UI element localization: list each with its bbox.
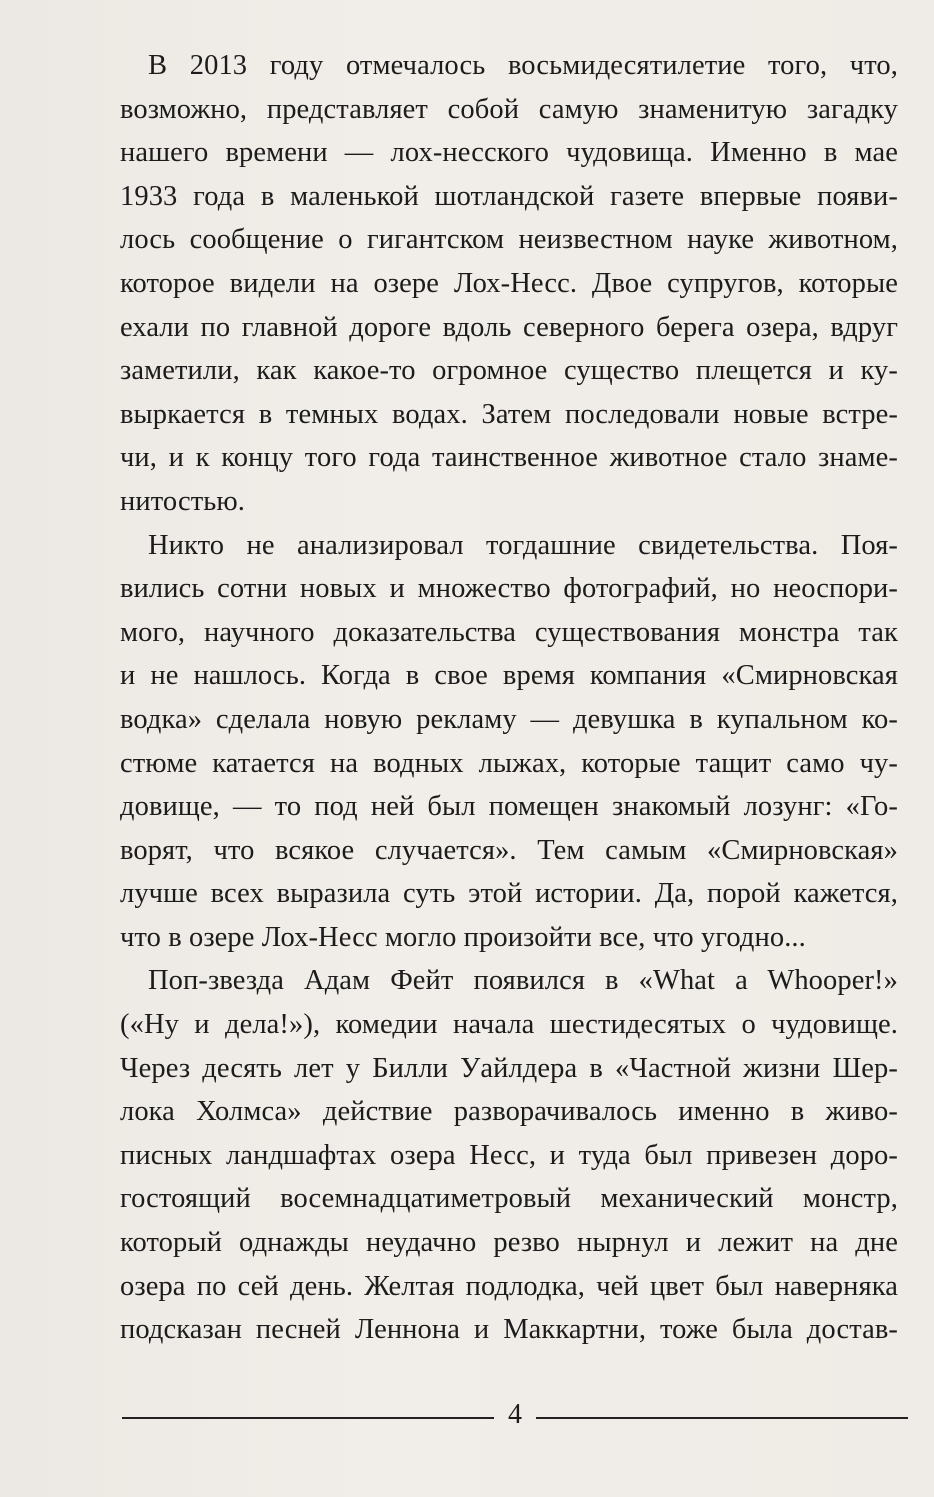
text-line: возможно, представляет собой самую знаменитую загадку [120, 93, 898, 125]
text-line: который однажды неудачно резво нырнул и лежит на дне [120, 1227, 898, 1259]
text-line: стюме катается на водных лыжах, которые тащит само чу- [120, 747, 898, 779]
text-line: подсказан песней Леннона и Маккартни, тоже была достав- [120, 1314, 898, 1346]
text-line: лучше всех выразила суть этой истории. Да, порой кажется, [120, 878, 898, 910]
text-line: нашего времени — лох-несского чудовища. Именно в мае [120, 137, 898, 169]
text-line: лока Холмса» действие разворачивалось именно в живо- [120, 1096, 898, 1128]
text-line: водка» сделала новую рекламу — девушка в купальном ко- [120, 703, 898, 735]
text-line: вились сотни новых и множество фотографий, но неоспори- [120, 573, 898, 605]
text-line: Через десять лет у Билли Уайлдера в «Частной жизни Шер- [120, 1052, 898, 1084]
page-number: 4 [508, 1399, 522, 1430]
footer-rule-left [122, 1417, 494, 1419]
text-line: писных ландшафтах озера Несс, и туда был привезен доро- [120, 1139, 898, 1171]
text-line: выркается в темных водах. Затем последовали новые встре- [120, 398, 898, 430]
text-line: озера по сей день. Желтая подлодка, чей цвет был наверняка [120, 1270, 898, 1302]
footer-rule-right [536, 1417, 908, 1419]
text-line: нитостью. [120, 485, 245, 517]
text-line: В 2013 году отмечалось восьмидесятилетие того, что, [148, 50, 898, 81]
text-line: («Ну и дела!»), комедии начала шестидесятых о чудовище. [120, 1009, 898, 1041]
text-line: что в озере Лох-Несс могло произойти все, что угодно... [120, 921, 806, 953]
text-line: заметили, как какое-то огромное существо плещется и ку- [120, 355, 898, 387]
text-line: Никто не анализировал тогдашние свидетельства. Поя- [148, 529, 898, 561]
text-line: 1933 года в маленькой шотландской газете впервые появи- [120, 180, 898, 212]
text-line: довище, — то под ней был помещен знакомый лозунг: «Го- [120, 791, 898, 823]
text-line: мого, научного доказательства существования монстра так [120, 616, 898, 648]
text-line: Поп-звезда Адам Фейт появился в «What a Whooper!» [148, 965, 898, 997]
body-text [120, 44, 898, 1352]
text-line: гостоящий восемнадцатиметровый механический монстр, [120, 1183, 898, 1215]
text-line: которое видели на озере Лох-Несс. Двое супругов, которые [120, 267, 898, 299]
text-line: ехали по главной дороге вдоль северного берега озера, вдруг [120, 311, 898, 343]
text-line: лось сообщение о гигантском неизвестном науке животном, [120, 224, 898, 256]
text-line: и не нашлось. Когда в свое время компания «Смирновская [120, 660, 898, 692]
text-line: чи, и к концу того года таинственное животное стало знаме- [120, 442, 898, 474]
text-line: ворят, что всякое случается». Тем самым «Смирновская» [120, 834, 898, 866]
page-footer [122, 1397, 908, 1437]
